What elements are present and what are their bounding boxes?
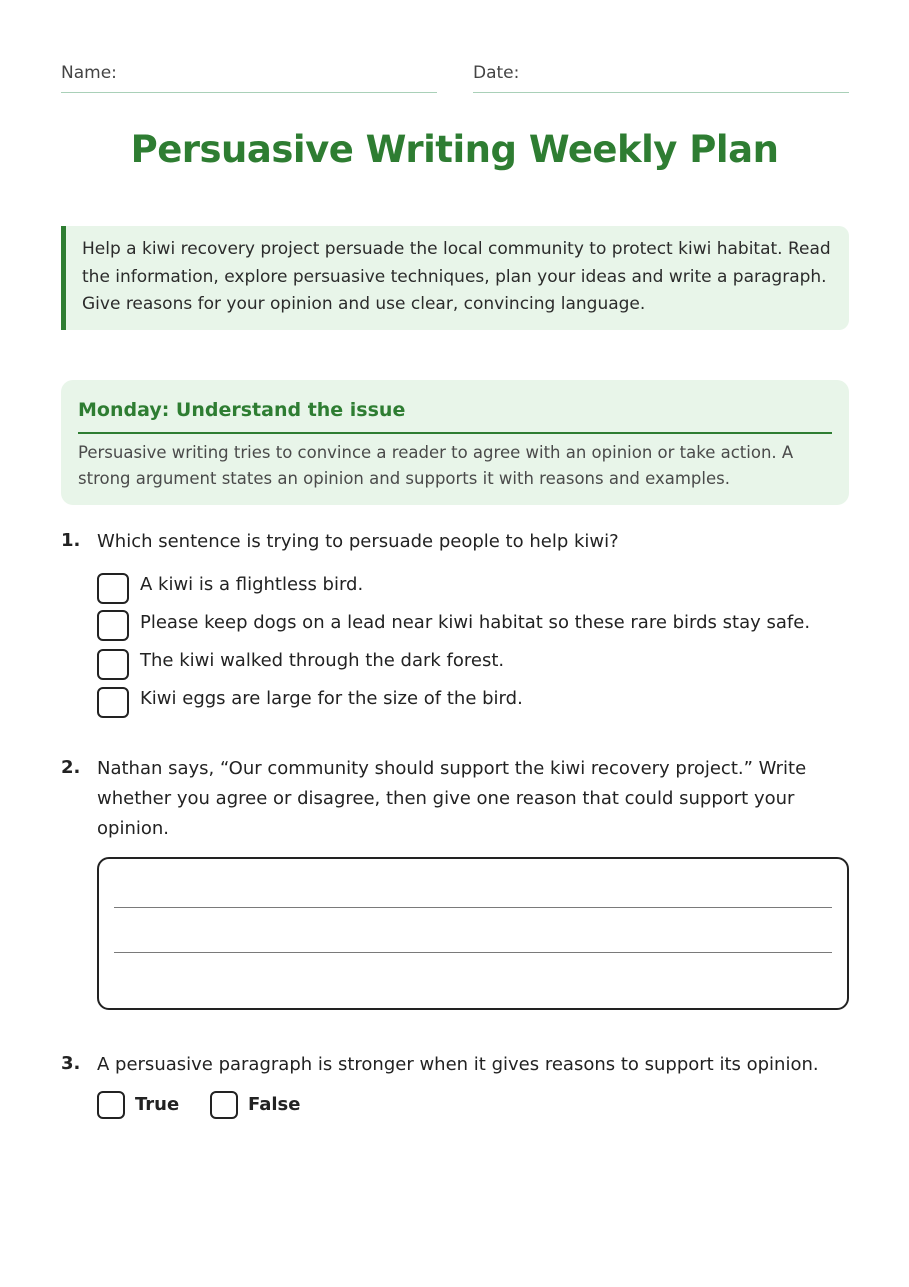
question-2-text: Nathan says, “Our community should support the kiwi recovery project.” Write whether you agree or disagree, then give one reason that could support your opinion. [97, 758, 807, 839]
option-label: The kiwi walked through the dark forest. [140, 650, 505, 671]
name-label: Name: [61, 63, 117, 83]
monday-section [61, 380, 849, 505]
section-heading: Monday: Understand the issue [78, 396, 832, 434]
question-1-number: 1. [61, 530, 81, 551]
answer-line [114, 907, 832, 908]
checkbox[interactable] [97, 610, 129, 641]
option-label: A kiwi is a flightless bird. [140, 574, 364, 595]
checkbox[interactable] [210, 1091, 238, 1119]
question-1-text: Which sentence is trying to persuade people to help kiwi? [97, 531, 619, 552]
question-2-number: 2. [61, 757, 81, 778]
header-fields [61, 61, 849, 93]
section-body: Persuasive writing tries to convince a reader to agree with an opinion or take action. A strong argument states an opinion and supports it with reasons and examples. [78, 443, 794, 488]
true-label: True [135, 1094, 180, 1115]
answer-box[interactable] [97, 857, 849, 1010]
question-3-number: 3. [61, 1053, 81, 1074]
checkbox[interactable] [97, 687, 129, 718]
name-field[interactable] [61, 61, 437, 93]
intro-box: Help a kiwi recovery project persuade the local community to protect kiwi habitat. Read the information, explore persuasive techniques, plan your ideas and write a paragraph. Give reasons for your opinion and use clear, convincing language. [61, 226, 849, 330]
checkbox[interactable] [97, 649, 129, 680]
false-label: False [248, 1094, 301, 1115]
date-label: Date: [473, 63, 520, 83]
answer-line [114, 952, 832, 953]
checkbox[interactable] [97, 1091, 125, 1119]
page-title: Persuasive Writing Weekly Plan [130, 128, 779, 171]
question-3-text: A persuasive paragraph is stronger when it gives reasons to support its opinion. [97, 1054, 819, 1075]
option-label: Kiwi eggs are large for the size of the bird. [140, 688, 523, 709]
date-field[interactable] [473, 61, 849, 93]
checkbox[interactable] [97, 573, 129, 604]
option-label: Please keep dogs on a lead near kiwi habitat so these rare birds stay safe. [140, 612, 811, 633]
